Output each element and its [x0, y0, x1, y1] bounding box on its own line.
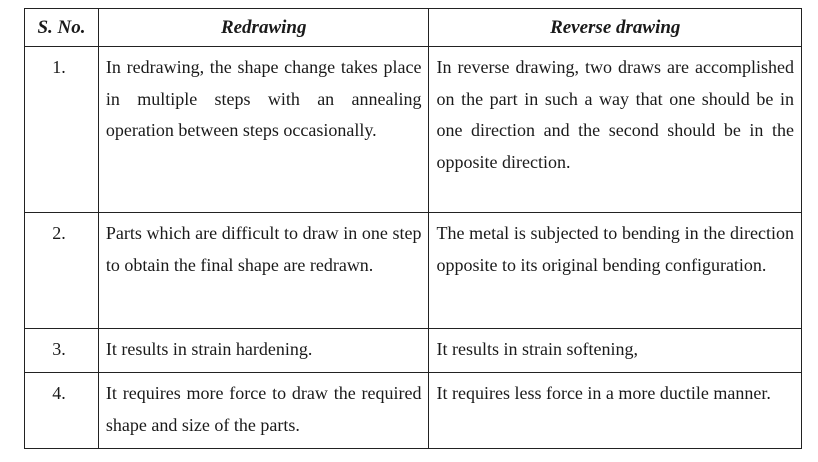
cell-redrawing: Parts which are difficult to draw in one step to obtain the final shape are redrawn. — [98, 213, 429, 329]
cell-sno: 3. — [25, 329, 99, 373]
table-header-row — [25, 9, 802, 47]
cell-reverse-drawing: In reverse drawing, two draws are accomplished on the part in such a way that one should be in one direction and the second should be in the opposite direction. — [429, 47, 802, 213]
cell-redrawing: It results in strain hardening. — [98, 329, 429, 373]
comparison-table — [24, 8, 802, 449]
cell-redrawing: In redrawing, the shape change takes place in multiple steps with an annealing operation between steps occasionally. — [98, 47, 429, 213]
cell-reverse-drawing: It requires less force in a more ductile manner. — [429, 373, 802, 449]
header-reverse-drawing: Reverse drawing — [429, 9, 802, 47]
table-row — [25, 329, 802, 373]
table-row — [25, 373, 802, 449]
cell-reverse-drawing: It results in strain softening, — [429, 329, 802, 373]
cell-redrawing: It requires more force to draw the required shape and size of the parts. — [98, 373, 429, 449]
table-row — [25, 47, 802, 213]
cell-reverse-drawing: The metal is subjected to bending in the direction opposite to its original bending configuration. — [429, 213, 802, 329]
cell-sno: 2. — [25, 213, 99, 329]
cell-sno: 1. — [25, 47, 99, 213]
header-redrawing: Redrawing — [98, 9, 429, 47]
header-sno: S. No. — [25, 9, 99, 47]
cell-sno: 4. — [25, 373, 99, 449]
table-row — [25, 213, 802, 329]
